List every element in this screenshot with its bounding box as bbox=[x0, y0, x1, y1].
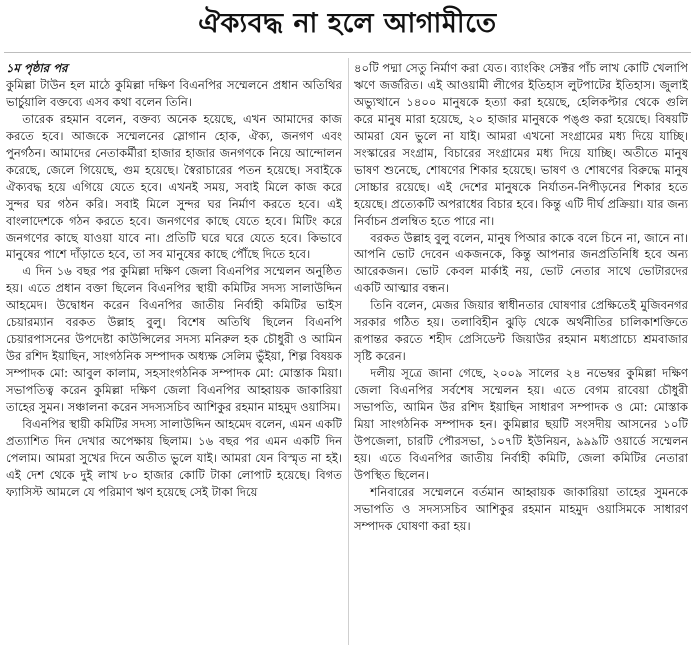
paragraph: দলীয় সূত্রে জানা গেছে, ২০০৯ সালের ২৪ নভেম্বর কুমিল্লা দক্ষিণ জেলা বিএনপির সর্বশেষ সম্মেলন হয়। এতে বেগম রাবেয়া চৌধুরী সভাপতি, আমিন উর রশিদ ইয়াছিন সাধারণ সম্পাদক ও মো: মোস্তাক মিয়া সাংগঠনিক সম্পাদক হন। কুমিল্লার ছয়টি সংসদীয় আসনের ১০টি উপজেলা, চারটি পৌরসভা, ১০৭টি ইউনিয়ন, ৯৯৯টি ওয়ার্ডে সম্মেলন হয়। এতে বিএনপির জাতীয় নির্বাহী কমিটি, জেলা কমিটির নেতারা উপস্থিত ছিলেন। bbox=[354, 366, 688, 482]
paragraph: এ দিন ১৬ বছর পর কুমিল্লা দক্ষিণ জেলা বিএনপির সম্মেলন অনুষ্ঠিত হয়। এতে প্রধান বক্তা ছিলেন বিএনপির স্থায়ী কমিটির সদস্য সালাউদ্দিন আহমেদ। উদ্বোধন করেন বিএনপির জাতীয় নির্বাহী কমিটির ভাইস চেয়ারম্যান বরকত উল্লাহ বুলু। বিশেষ অতিথি ছিলেন বিএনপি চেয়ারপাসনের উপদেষ্টা কাউন্সিলের সদস্য মনিরুল হক চৌধুরী ও আমিন উর রশিদ ইয়াছিন, সাংগঠনিক সম্পাদক অধ্যক্ষ সেলিম ভুঁইয়া, শিল্প বিষয়ক সম্পাদক মো: আবুল কালাম, সহসাংগঠনিক সম্পাদক মো: মোস্তাক মিয়া। সভাপতিত্ব করেন কুমিল্লা দক্ষিণ জেলা বিএনপির আহ্বায়ক জাকারিয়া তাহের সুমন। সঞ্চালনা করেন সদস্যসচিব আশিকুর রহমান মাহমুদ ওয়াসিম। bbox=[6, 264, 342, 415]
paragraph: বিএনপির স্থায়ী কমিটির সদস্য সালাউদ্দিন আহমেদ বলেন, এমন একটি প্রত্যাশিত দিন দেখার অপেক্ষায় ছিলাম। ১৬ বছর পর এমন একটি দিন পেলাম। আমরা সুখের দিনে অতীত ভুলে যাই। আমরা যেন বিস্মৃত না হই। এই দেশ থেকে দুই লাখ ৮০ হাজার কোটি টাকা লোপাট হয়েছে। বিগত ফ্যাসিস্ট আমলে যে পরিমাণ ঋণ হয়েছে সেই টাকা দিয়ে bbox=[6, 417, 342, 499]
paragraph: তারেক রহমান বলেন, বক্তব্য অনেক হয়েছে, এখন আমাদের কাজ করতে হবে। আজকে সম্মেলনের স্লোগান হোক, ঐক্য, জনগণ এবং পুনর্গঠন। আমাদের নেতাকর্মীরা হাজার হাজার জনগণকে নিয়ে আন্দোলন করেছে, জেলে গিয়েছে, গুম হয়েছে। স্বৈরাচারের পতন হয়েছে। সবাইকে ঐক্যবদ্ধ হয়ে এগিয়ে যেতে হবে। এখনই সময়, সবাই মিলে কাজ করে সুন্দর ঘর গঠন করি। সবাই মিলে সুন্দর ঘর নির্মাণ করতে হবে। এই বাংলাদেশকে গঠন করতে হবে। জনগণের কাছে যেতে হবে। মিটিং করে জনগণের কাছে যাওয়া যাবে না। প্রতিটি ঘরে ঘরে যেতে হবে। কিভাবে মানুষের পাশে দাঁড়াতে হবে, তা সব মানুষের কাছে পৌঁছে দিতে হবে। bbox=[6, 111, 342, 262]
headline: ঐক্যবদ্ধ না হলে আগামীতে bbox=[198, 8, 497, 39]
paragraph: কুমিল্লা টাউন হল মাঠে কুমিল্লা দক্ষিণ বিএনপির সম্মেলনে প্রধান অতিথির ভার্চুয়ালি বক্তব্যে এসব কথা বলেন তিনি। bbox=[6, 77, 342, 109]
paragraph: তিনি বলেন, মেজর জিয়ার স্বাধীনতার ঘোষণার প্রেক্ষিতেই মুজিবনগর সরকার গঠিত হয়। তলাবিহীন ঝুড়ি থেকে অর্থনীতির চালিকাশক্তিতে রূপান্তর করতে শহীদ প্রেসিডেন্ট জিয়াউর রহমান মধ্যপ্রাচ্যে শ্রমবাজার সৃষ্টি করেন। bbox=[354, 298, 688, 364]
column-divider bbox=[348, 58, 349, 645]
right-column bbox=[354, 60, 688, 647]
paragraph: ৪০টি পদ্মা সেতু নির্মাণ করা যেত। ব্যাংকিং সেক্টর পাঁচ লাখ কোটি খেলাপি ঋণে জর্জরিত। এই আওয়ামী লীগের ইতিহাস লুটপাটের ইতিহাস। জুলাই অভ্যুত্থানে ১৪০০ মানুষকে হত্যা করা হয়েছে, হেলিকপ্টার থেকে গুলি করে মানুষ মারা হয়েছে, ২০ হাজার মানুষকে পঙ্গু করা হয়েছে। বিষয়টি আমরা যেন ভুলে না যাই। আমরা এখনো সংগ্রামের মধ্য দিয়ে যাচ্ছি। সংস্কারের সংগ্রাম, বিচারের সংগ্রামের মধ্য দিয়ে যাচ্ছি। অতীতে মানুষ ভাষণ শুনেছে, শোষণের শিকার হয়েছে। ভাষণ ও শোষণের বিরুদ্ধে মানুষ সোচ্চার রয়েছে। এই দেশের মানুষকে নির্যাতন-নিপীড়নের শিকার হতে হয়েছে। প্রত্যেকটি অপরাধের বিচার হবে। কিন্তু এটি দীর্ঘ প্রক্রিয়া। যার জন্য নির্বাচন প্রলম্বিত হতে পারে না। bbox=[354, 61, 688, 228]
continuation-label: ১ম পৃষ্ঠার পর bbox=[6, 61, 68, 75]
left-column bbox=[6, 60, 342, 647]
headline-rule bbox=[4, 52, 691, 53]
paragraph: বরকত উল্লাহ বুলু বলেন, মানুষ পিআর কাকে বলে চিনে না, জানে না। আপনি ভোট দেবেন একজনকে, কিন্তু আপনার জনপ্রতিনিধি হবে অন্য আরেকজন। ভোট কেবল মার্কাই নয়, ভোট নেতার সাথে ভোটারদের একটি আত্মার বন্ধন। bbox=[354, 230, 688, 296]
paragraph: শনিবারের সম্মেলনে বর্তমান আহ্বায়ক জাকারিয়া তাহের সুমনকে সভাপতি ও সদস্যসচিব আশিকুর রহমান মাহমুদ ওয়াসিমকে সাধারণ সম্পাদক ঘোষণা করা হয়। bbox=[354, 484, 688, 533]
